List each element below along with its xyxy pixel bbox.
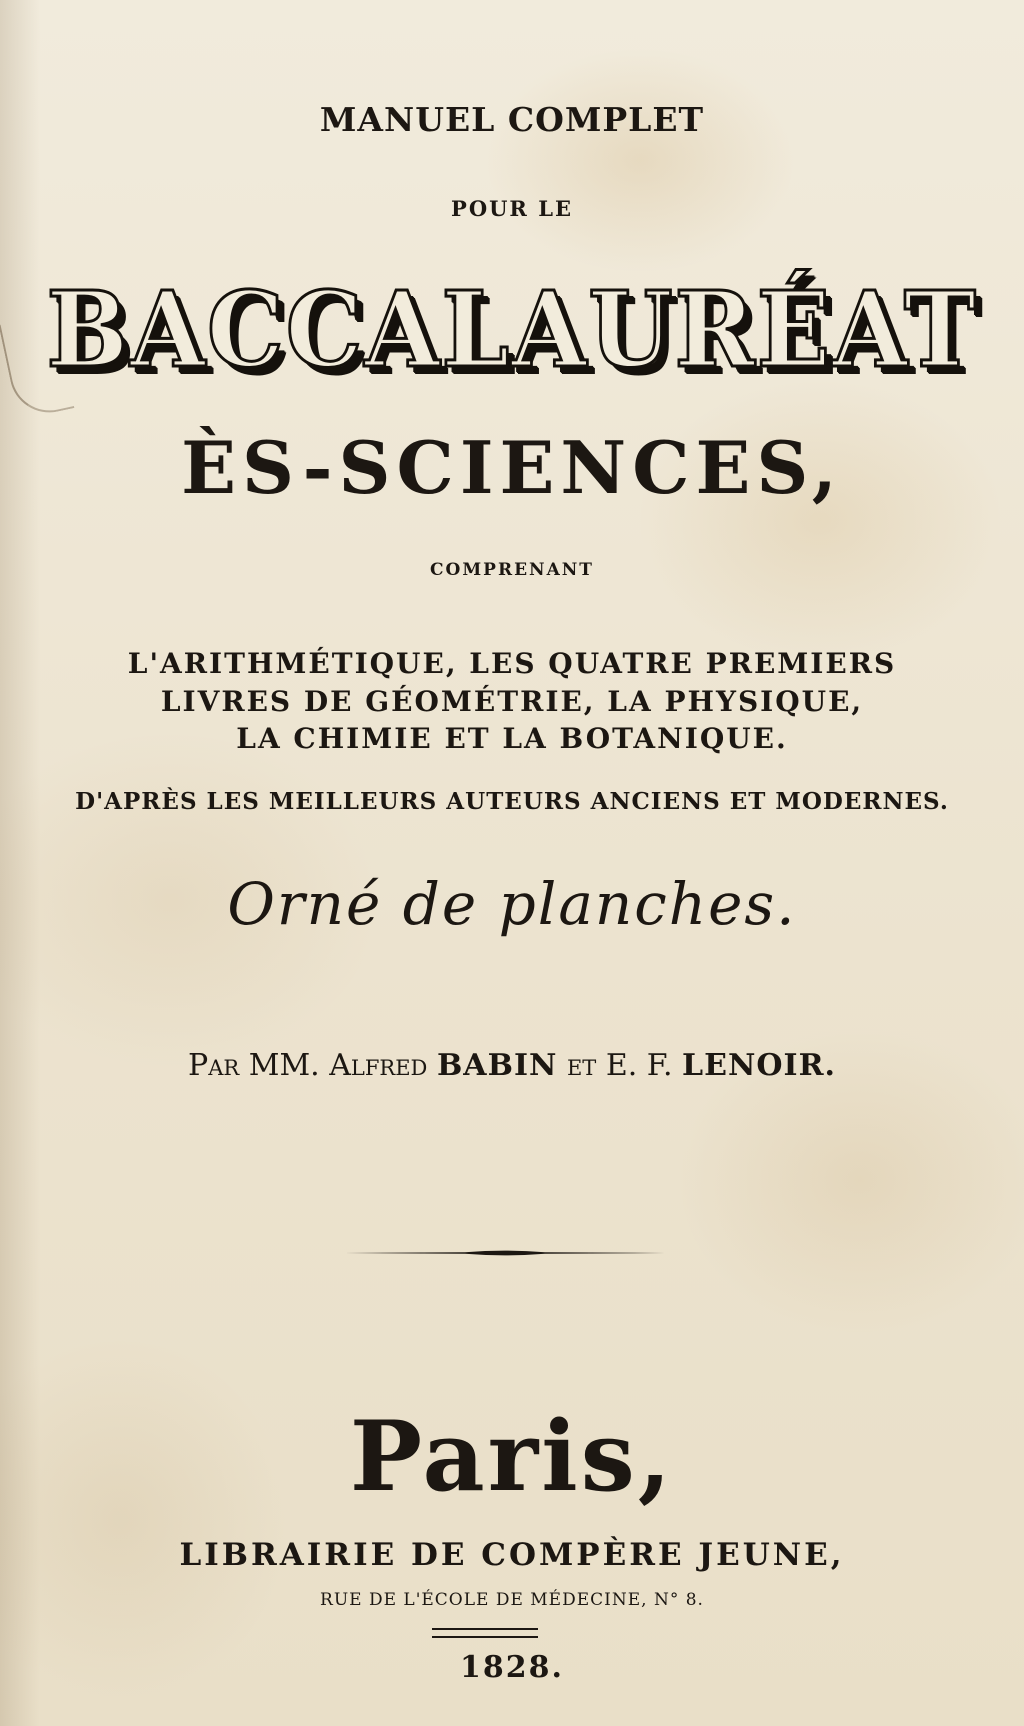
contents-line-1: L'ARITHMÉTIQUE, LES QUATRE PREMIERS bbox=[127, 647, 897, 680]
author-lenoir: LENOIR. bbox=[682, 1048, 836, 1083]
contents-line-2: LIVRES DE GÉOMÉTRIE, LA PHYSIQUE, bbox=[160, 685, 864, 718]
label-comprenant: COMPRENANT bbox=[430, 560, 594, 580]
ornamental-rule bbox=[345, 1249, 665, 1257]
ornament-line: Orné de planches. bbox=[227, 870, 797, 938]
imprint-city: Paris, bbox=[349, 1400, 675, 1513]
contents-line-3: LA CHIMIE ET LA BOTANIQUE. bbox=[236, 722, 788, 755]
sources-line: D'APRÈS LES MEILLEURS AUTEURS ANCIENS ET MODERNES. bbox=[75, 788, 949, 815]
authors-line bbox=[0, 1048, 1024, 1083]
main-title-es-sciences: ÈS-SCIENCES, bbox=[181, 425, 843, 510]
imprint-address: RUE DE L'ÉCOLE DE MÉDECINE, N° 8. bbox=[320, 1590, 704, 1610]
imprint-publisher: LIBRAIRIE DE COMPÈRE JEUNE, bbox=[179, 1537, 845, 1573]
main-title-baccalaureat: BACCALAURÉAT bbox=[46, 268, 978, 391]
authors-join: et E. F. bbox=[566, 1048, 673, 1083]
heading-pour-le: POUR LE bbox=[451, 196, 573, 221]
author-babin: BABIN bbox=[436, 1048, 558, 1083]
authors-prefix: Par MM. Alfred bbox=[188, 1048, 428, 1083]
double-rule bbox=[432, 1628, 538, 1638]
imprint-year: 1828. bbox=[460, 1650, 564, 1685]
heading-manuel-complet: MANUEL COMPLET bbox=[319, 100, 705, 139]
